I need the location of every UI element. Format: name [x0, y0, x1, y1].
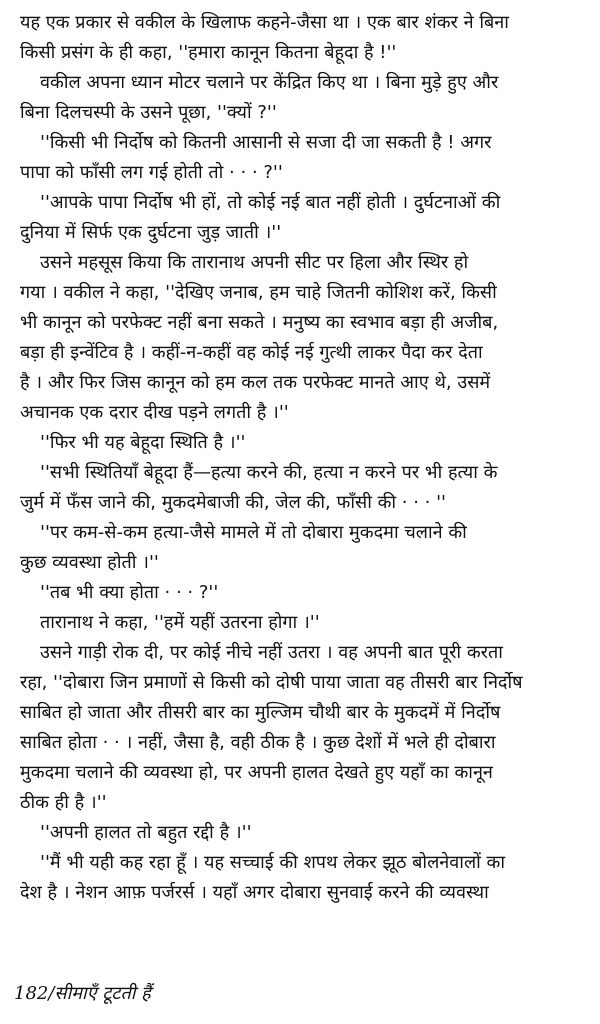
- text-line: उसने महसूस किया कि तारानाथ अपनी सीट पर हिला और स्थिर हो: [40, 252, 469, 273]
- text-line: साबित होता · · । नहीं, जैसा है, वही ठीक है । कुछ देशों में भले ही दोबारा: [20, 732, 496, 753]
- text-line: साबित हो जाता और तीसरी बार का मुल्जिम चौथी बार के मुकदमें में निर्दोष: [20, 702, 501, 723]
- text-line: ''पर कम-से-कम हत्या-जैसे मामले में तो दोबारा मुकदमा चलाने की: [40, 522, 467, 543]
- text-line: ''मैं भी यही कह रहा हूँ । यह सच्चाई की शपथ लेकर झूठ बोलनेवालों का: [40, 852, 506, 873]
- book-page-text: [20, 8, 584, 908]
- text-line: मुकदमा चलाने की व्यवस्था हो, पर अपनी हालत देखते हुए यहाँ का कानून: [20, 762, 493, 783]
- text-line: उसने गाड़ी रोक दी, पर कोई नीचे नहीं उतरा । वह अपनी बात पूरी करता: [40, 642, 503, 663]
- page-footer: 182/सीमाएँ टूटती हैं: [14, 983, 151, 1004]
- text-line: ठीक ही है ।'': [20, 792, 107, 813]
- text-line: ''फिर भी यह बेहूदा स्थिति है ।'': [40, 432, 246, 453]
- text-line: देश है । नेशन आफ़ पर्जरर्स । यहाँ अगर दोबारा सुनवाई करने की व्यवस्था: [20, 882, 489, 903]
- text-line: ''अपनी हालत तो बहुत रद्दी है ।'': [40, 822, 252, 843]
- text-line: अचानक एक दरार दीख पड़ने लगती है ।'': [20, 402, 289, 423]
- text-line: जुर्म में फँस जाने की, मुकदमेबाजी की, जेल की, फाँसी की · · · '': [20, 492, 447, 513]
- text-line: है । और फिर जिस कानून को हम कल तक परफेक्ट मानते आए थे, उसमें: [20, 372, 491, 393]
- text-line: ''किसी भी निर्दोष को कितनी आसानी से सजा दी जा सकती है ! अगर: [40, 132, 492, 153]
- text-line: यह एक प्रकार से वकील के खिलाफ कहने-जैसा था । एक बार शंकर ने बिना: [20, 12, 509, 33]
- text-line: किसी प्रसंग के ही कहा, ''हमारा कानून कितना बेहूदा है !'': [20, 42, 397, 63]
- text-line: कुछ व्यवस्था होती ।'': [20, 552, 159, 573]
- text-line: पापा को फाँसी लग गई होती तो · · · ?'': [20, 162, 283, 183]
- text-line: ''आपके पापा निर्दोष भी हों, तो कोई नई बात नहीं होती । दुर्घटनाओं की: [40, 192, 501, 213]
- text-line: दुनिया में सिर्फ एक दुर्घटना जुड़ जाती ।'': [20, 222, 282, 243]
- text-line: भी कानून को परफेक्ट नहीं बना सकते । मनुष्य का स्वभाव बड़ा ही अजीब,: [20, 312, 499, 333]
- text-line: तारानाथ ने कहा, ''हमें यहीं उतरना होगा ।'': [40, 612, 320, 633]
- text-line: बिना दिलचस्पी के उसने पूछा, ''क्यों ?'': [20, 102, 277, 123]
- text-line: ''सभी स्थितियाँ बेहूदा हैं—हत्या करने की, हत्या न करने पर भी हत्या के: [40, 462, 498, 483]
- text-line: ''तब भी क्या होता · · · ?'': [40, 582, 219, 603]
- text-line: गया । वकील ने कहा, ''देखिए जनाब, हम चाहे जितनी कोशिश करें, किसी: [20, 282, 497, 303]
- text-line: रहा, ''दोबारा जिन प्रमाणों से किसी को दोषी पाया जाता वह तीसरी बार निर्दोष: [20, 672, 523, 693]
- text-line: बड़ा ही इन्वेंटिव है । कहीं-न-कहीं वह कोई नई गुत्थी लाकर पैदा कर देता: [20, 342, 483, 363]
- text-line: वकील अपना ध्यान मोटर चलाने पर केंद्रित किए था । बिना मुड़े हुए और: [40, 72, 499, 93]
